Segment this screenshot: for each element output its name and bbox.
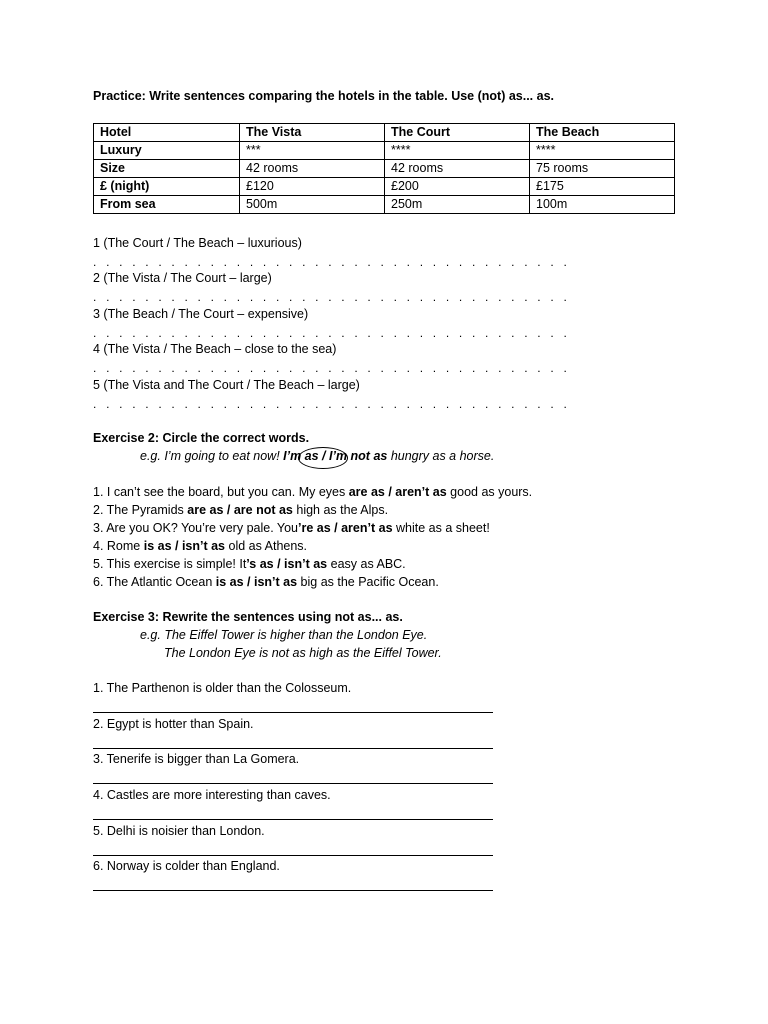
item-text: 6. The Atlantic Ocean (93, 575, 216, 589)
hotel-comparison-table (93, 123, 675, 214)
item-text: 5. This exercise is simple! It (93, 557, 247, 571)
choice-options[interactable]: is as / isn’t as (143, 539, 226, 553)
answer-line[interactable] (93, 783, 493, 784)
example-prefix: e.g. I’m going to eat now! (140, 449, 284, 463)
table-row (94, 178, 675, 196)
exercise3-item: 2. Egypt is hotter than Spain. (93, 717, 254, 731)
item-text: easy as ABC. (327, 557, 406, 571)
example-suffix: hungry as a horse. (387, 449, 495, 463)
table-header-cell: Hotel (94, 124, 240, 142)
exercise2-item (93, 521, 490, 535)
choice-options[interactable]: ’s as / isn’t as (246, 557, 328, 571)
exercise3-item: 4. Castles are more interesting than caves. (93, 788, 331, 802)
table-row (94, 160, 675, 178)
practice-item: 2 (The Vista / The Court – large) (93, 271, 272, 285)
example-separator: / (318, 449, 329, 463)
item-text: 1. I can’t see the board, but you can. My eyes (93, 485, 349, 499)
choice-options[interactable]: is as / isn’t as (215, 575, 298, 589)
answer-line[interactable] (93, 819, 493, 820)
exercise2-item (93, 575, 439, 589)
table-cell: Luxury (94, 142, 240, 160)
exercise3-example-line2: The London Eye is not as high as the Eiffel Tower. (164, 646, 442, 660)
exercise2-title: Exercise 2: Circle the correct words. (93, 431, 310, 445)
item-text: good as yours. (446, 485, 533, 499)
answer-line[interactable] (93, 748, 493, 749)
item-text: old as Athens. (225, 539, 308, 553)
table-header-cell: The Court (385, 124, 530, 142)
answer-dots[interactable]: . . . . . . . . . . . . . . . . . . . . . . . . . . . . . . . . . . . . . (93, 255, 570, 269)
item-text: 2. The Pyramids (93, 503, 188, 517)
answer-line[interactable] (93, 890, 493, 891)
table-row (94, 196, 675, 214)
table-row (94, 142, 675, 160)
item-text: white as a sheet! (392, 521, 490, 535)
table-cell: 250m (385, 196, 530, 214)
table-cell: *** (240, 142, 385, 160)
table-cell: 75 rooms (530, 160, 675, 178)
exercise2-item (93, 539, 307, 553)
choice-options[interactable]: are as / are not as (187, 503, 293, 517)
exercise2-item (93, 557, 406, 571)
choice-options[interactable]: ’re as / aren’t as (298, 521, 393, 535)
answer-dots[interactable]: . . . . . . . . . . . . . . . . . . . . . . . . . . . . . . . . . . . . . (93, 290, 570, 304)
table-header-row (94, 124, 675, 142)
answer-dots[interactable]: . . . . . . . . . . . . . . . . . . . . . . . . . . . . . . . . . . . . . (93, 361, 570, 375)
table-cell: 42 rooms (385, 160, 530, 178)
answer-line[interactable] (93, 712, 493, 713)
practice-title: Practice: Write sentences comparing the hotels in the table. Use (not) as... as. (93, 89, 555, 103)
example-other-option: I’m not as (329, 449, 388, 463)
practice-item: 5 (The Vista and The Court / The Beach – large) (93, 378, 360, 392)
exercise3-item: 5. Delhi is noisier than London. (93, 824, 265, 838)
table-cell: 42 rooms (240, 160, 385, 178)
table-cell: £200 (385, 178, 530, 196)
practice-item: 3 (The Beach / The Court – expensive) (93, 307, 309, 321)
exercise2-item (93, 503, 388, 517)
item-text: big as the Pacific Ocean. (297, 575, 439, 589)
answer-line[interactable] (93, 855, 493, 856)
exercise3-item: 6. Norway is colder than England. (93, 859, 280, 873)
exercise3-title: Exercise 3: Rewrite the sentences using not as... as. (93, 610, 403, 624)
choice-options[interactable]: are as / aren’t as (348, 485, 447, 499)
example-circled-answer: I’m as (283, 449, 319, 463)
exercise2-item (93, 485, 532, 499)
table-header-cell: The Beach (530, 124, 675, 142)
practice-item: 1 (The Court / The Beach – luxurious) (93, 236, 302, 250)
table-cell: **** (385, 142, 530, 160)
table-cell: 500m (240, 196, 385, 214)
practice-item: 4 (The Vista / The Beach – close to the sea) (93, 342, 337, 356)
table-cell: £175 (530, 178, 675, 196)
answer-dots[interactable]: . . . . . . . . . . . . . . . . . . . . . . . . . . . . . . . . . . . . . (93, 326, 570, 340)
table-cell: £ (night) (94, 178, 240, 196)
table-cell: **** (530, 142, 675, 160)
exercise3-item: 1. The Parthenon is older than the Colosseum. (93, 681, 352, 695)
item-text: 4. Rome (93, 539, 144, 553)
table-cell: From sea (94, 196, 240, 214)
table-cell: Size (94, 160, 240, 178)
table-cell: £120 (240, 178, 385, 196)
table-cell: 100m (530, 196, 675, 214)
item-text: high as the Alps. (292, 503, 389, 517)
answer-dots[interactable]: . . . . . . . . . . . . . . . . . . . . . . . . . . . . . . . . . . . . . (93, 397, 570, 411)
item-text: 3. Are you OK? You’re very pale. You (93, 521, 299, 535)
table-header-cell: The Vista (240, 124, 385, 142)
exercise3-item: 3. Tenerife is bigger than La Gomera. (93, 752, 300, 766)
exercise3-example-line1: e.g. The Eiffel Tower is higher than the London Eye. (140, 628, 428, 642)
answer-circle (298, 447, 348, 469)
